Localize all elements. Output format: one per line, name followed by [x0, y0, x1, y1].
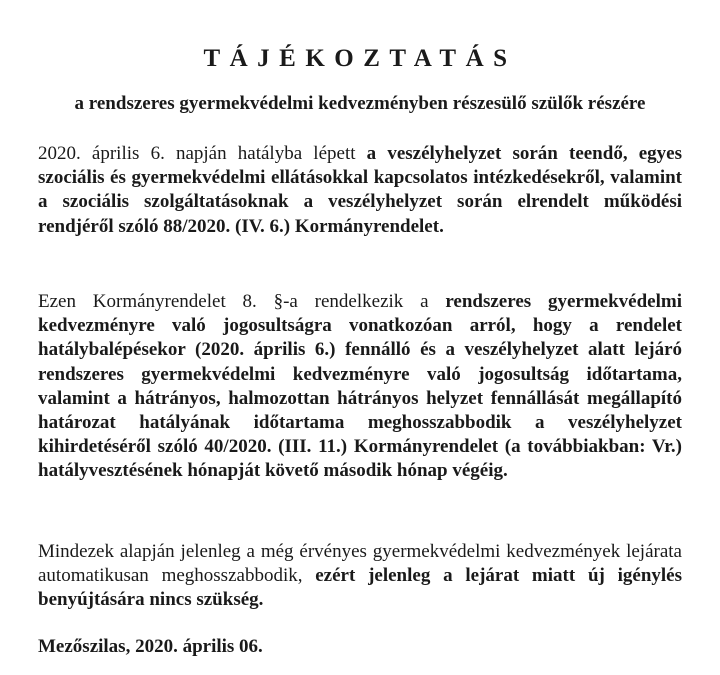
- document-subtitle: a rendszeres gyermekvédelmi kedvezményben részesülő szülők részére: [74, 93, 646, 114]
- paragraph-1-text: 2020. április 6. napján hatályba lépett: [38, 143, 367, 164]
- paragraph-2: [38, 290, 682, 484]
- paragraph-1: [38, 142, 682, 239]
- place-and-date: Mezőszilas, 2020. április 06.: [38, 636, 263, 657]
- paragraph-3-bold-text: ezért jelenleg a lejárat miatt új igénylés benyújtására nincs szükség.: [38, 565, 682, 611]
- document-title: TÁJÉKOZTATÁS: [203, 45, 517, 72]
- paragraph-1-bold-text: a veszélyhelyzet során teendő, egyes szociális és gyermekvédelmi ellátásokkal kapcsolatos intézkedésekről, valamint a szociális szolgáltatásoknak a veszélyhelyzet során elrendelt működési rendjéről szóló 88/2020. (IV. 6.) Kormányrendelet.: [38, 143, 682, 237]
- paragraph-2-bold-text: rendszeres gyermekvédelmi kedvezményre való jogosultságra vonatkozóan arról, hogy a rendelet hatálybalépésekor (2020. április 6.) fennálló és a veszélyhelyzet alatt lejáró rendszeres gyermekvédelmi kedvezményre való jogosultság időtartama, valamint a hátrányos, halmozottan hátrányos helyzet fennállását megállapító határozat hatályának időtartama meghosszabbodik a veszélyhelyzet kihirdetéséről szóló 40/2020. (III. 11.) Kormányrendelet (a továbbiakban: Vr.) hatályvesztésének hónapját követő második hónap végéig.: [38, 291, 682, 482]
- paragraph-3-text: Mindezek alapján jelenleg a még érvényes gyermekvédelmi kedvezmények lejárata automatikusan meghosszabbodik,: [38, 541, 682, 587]
- paragraph-3: [38, 540, 682, 613]
- paragraph-2-text: Ezen Kormányrendelet 8. §-a rendelkezik a: [38, 291, 446, 312]
